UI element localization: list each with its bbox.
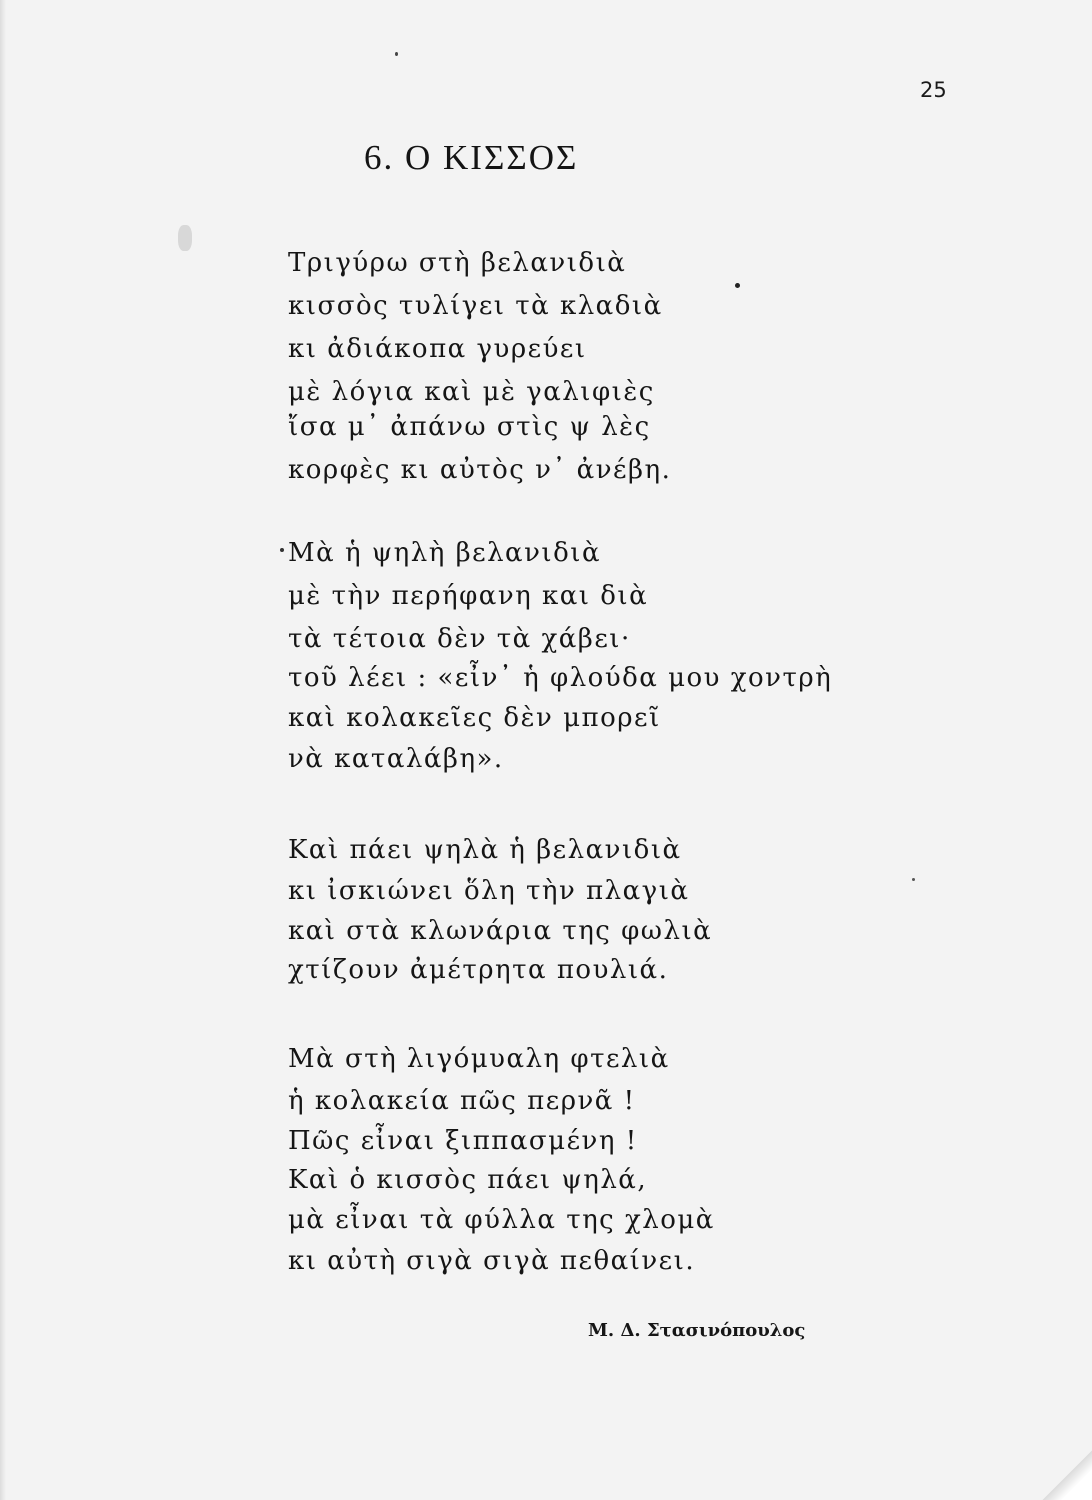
verse-line: τὰ τέτοια δὲν τὰ χάβει·	[288, 624, 631, 654]
verse-line: κι ἰσκιώνει ὅλη τὴν πλαγιὰ	[288, 876, 690, 906]
verse-line: τοῦ λέει : «εἶν᾿ ἡ φλούδα μου χοντρὴ	[288, 663, 833, 693]
author-signature: Μ. Δ. Στασινόπουλος	[588, 1320, 806, 1341]
verse-line: κι αὐτὴ σιγὰ σιγὰ πεθαίνει.	[288, 1246, 696, 1276]
verse-line: μὲ τὴν περήφανη και διὰ	[288, 581, 649, 611]
verse-line: Καὶ πάει ψηλὰ ἡ βελανιδιὰ	[288, 835, 682, 865]
verse-line: Πῶς εἶναι ξιππασμένη !	[288, 1126, 638, 1156]
verse-line: νὰ καταλάβη».	[288, 744, 504, 774]
verse-line: χτίζουν ἀμέτρητα πουλιά.	[288, 955, 669, 985]
scan-speck	[735, 283, 740, 288]
verse-line: ἡ κολακεία πῶς περνᾶ !	[288, 1086, 636, 1116]
verse-line: μὰ εἶναι τὰ φύλλα της χλομὰ	[288, 1205, 715, 1235]
verse-line: Τριγύρω στὴ βελανιδιὰ	[288, 248, 627, 278]
verse-line: Μὰ ἡ ψηλὴ βελανιδιὰ	[288, 538, 602, 568]
page-edge-shadow	[0, 0, 6, 1500]
verse-line: Καὶ ὁ κισσὸς πάει ψηλά,	[288, 1165, 648, 1195]
scan-speck	[395, 52, 398, 56]
page-corner	[1042, 1450, 1092, 1500]
verse-line: καὶ στὰ κλωνάρια της φωλιὰ	[288, 916, 713, 946]
verse-line: Μὰ στὴ λιγόμυαλη φτελιὰ	[288, 1044, 670, 1074]
verse-line: μὲ λόγια καὶ μὲ γαλιφιὲς	[288, 377, 655, 407]
scan-speck	[912, 878, 915, 881]
poem-title: 6. Ο ΚΙΣΣΟΣ	[364, 138, 579, 177]
verse-line: κισσὸς τυλίγει τὰ κλαδιὰ	[288, 291, 663, 321]
verse-line: ἴσα μ᾿ ἀπάνω στὶς ψ λὲς	[288, 412, 651, 442]
scan-speck	[280, 548, 284, 552]
verse-line: κορφὲς κι αὐτὸς ν᾿ ἀνέβη.	[288, 455, 672, 485]
verse-line: καὶ κολακεῖες δὲν μπορεῖ	[288, 703, 661, 733]
verse-line: κι ἀδιάκοπα γυρεύει	[288, 334, 587, 364]
page-number: 25	[920, 78, 947, 102]
scan-blot	[178, 225, 192, 251]
